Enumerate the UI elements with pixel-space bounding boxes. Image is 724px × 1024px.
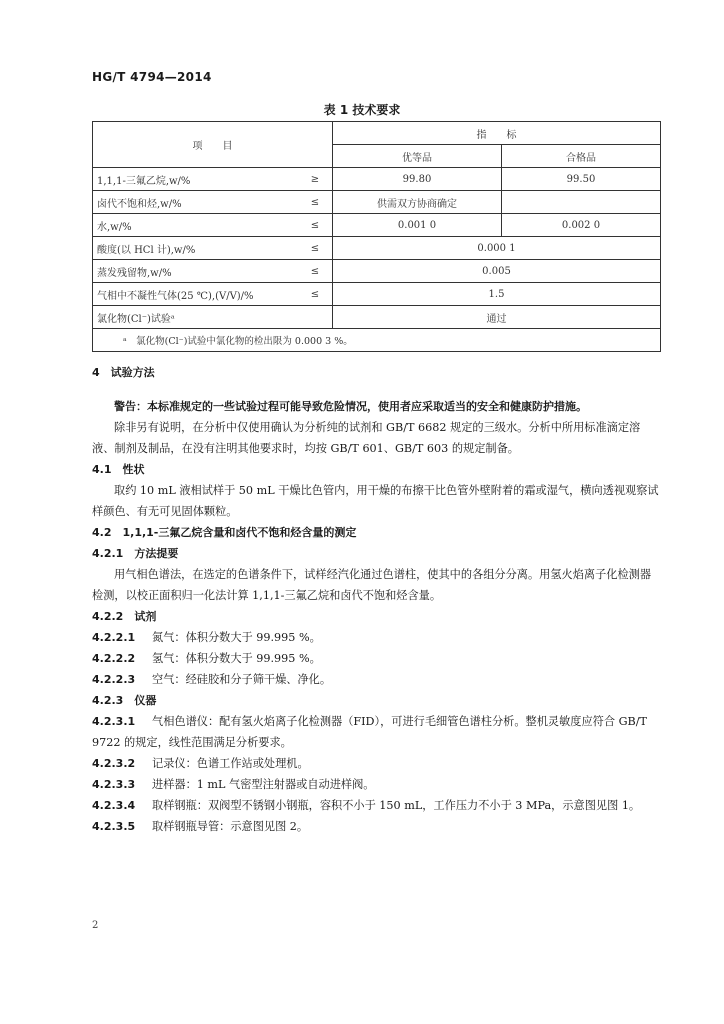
table-header-row xyxy=(93,122,661,145)
clause-number: 4.2.3.2 xyxy=(92,757,136,770)
section-4-body xyxy=(92,362,662,837)
row-name: 蒸发残留物,w/% xyxy=(93,260,299,283)
header-item: 项 目 xyxy=(93,122,333,168)
table-row xyxy=(93,260,661,283)
row-op: ≤ xyxy=(298,237,333,260)
clause-4-2-2-2 xyxy=(92,648,662,669)
section-4-2-1-heading: 4.2.1 方法提要 xyxy=(92,547,179,560)
table-footnote: ᵃ 氯化物(Cl⁻)试验中氯化物的检出限为 0.000 3 %。 xyxy=(93,329,661,352)
clause-text: 取样钢瓶导管：示意图见图 2。 xyxy=(152,820,309,833)
page-number: 2 xyxy=(92,920,99,931)
table-footnote-row xyxy=(93,329,661,352)
safety-warning: 警告：本标准规定的一些试验过程可能导致危险情况，使用者应采取适当的安全和健康防护措施。 xyxy=(114,400,587,413)
row-value: 0.000 1 xyxy=(333,237,661,260)
row-name: 1,1,1-三氟乙烷,w/% xyxy=(93,168,299,191)
row-qualified: 99.50 xyxy=(502,168,661,191)
row-premium: 供需双方协商确定 xyxy=(333,191,502,214)
section-4-2-3-heading: 4.2.3 仪器 xyxy=(92,694,157,707)
table-row xyxy=(93,283,661,306)
clause-4-2-2-3 xyxy=(92,669,662,690)
row-value: 0.005 xyxy=(333,260,661,283)
row-qualified xyxy=(502,191,661,214)
clause-number: 4.2.2.2 xyxy=(92,652,136,665)
clause-text: 空气：经硅胶和分子筛干燥、净化。 xyxy=(152,673,332,686)
clause-number: 4.2.2.3 xyxy=(92,673,136,686)
clause-text: 氢气：体积分数大于 99.995 %。 xyxy=(152,652,321,665)
row-name: 酸度(以 HCl 计),w/% xyxy=(93,237,299,260)
standard-code: HG/T 4794—2014 xyxy=(92,70,212,84)
clause-4-2-3-3 xyxy=(92,774,662,795)
intro-paragraph: 除非另有说明，在分析中仅使用确认为分析纯的试剂和 GB/T 6682 规定的三级水。分析中所用标准滴定溶液、制剂及制品，在没有注明其他要求时，均按 GB/T 601、GB/T 603 的规定制备。 xyxy=(92,421,641,455)
technical-requirements-table xyxy=(92,121,661,352)
clause-4-2-3-2 xyxy=(92,753,662,774)
clause-number: 4.2.3.3 xyxy=(92,778,136,791)
clause-4-2-3-1 xyxy=(92,711,662,753)
clause-4-2-3-4 xyxy=(92,795,662,816)
row-name: 卤代不饱和烃,w/% xyxy=(93,191,299,214)
row-premium: 0.001 0 xyxy=(333,214,502,237)
clause-text: 进样器：1 mL 气密型注射器或自动进样阀。 xyxy=(152,778,375,791)
row-op: ≤ xyxy=(298,283,333,306)
table-row xyxy=(93,191,661,214)
section-4-2-1-text: 用气相色谱法，在选定的色谱条件下，试样经汽化通过色谱柱，使其中的各组分分离。用氢火焰离子化检测器检测，以校正面积归一化法计算 1,1,1-三氟乙烷和卤代不饱和烃含量。 xyxy=(92,568,652,602)
row-op xyxy=(298,306,333,329)
row-name: 水,w/% xyxy=(93,214,299,237)
section-4-2-heading: 4.2 1,1,1-三氟乙烷含量和卤代不饱和烃含量的测定 xyxy=(92,526,357,539)
section-4-2-2-heading: 4.2.2 试剂 xyxy=(92,610,157,623)
row-op: ≤ xyxy=(298,260,333,283)
clause-number: 4.2.3.1 xyxy=(92,715,136,728)
header-premium: 优等品 xyxy=(333,145,502,168)
clause-number: 4.2.3.4 xyxy=(92,799,136,812)
row-op: ≥ xyxy=(298,168,333,191)
row-value: 通过 xyxy=(333,306,661,329)
clause-text: 气相色谱仪：配有氢火焰离子化检测器（FID），可进行毛细管色谱柱分析。整机灵敏度应符合 GB/T 9722 的规定，线性范围满足分析要求。 xyxy=(92,715,647,749)
clause-number: 4.2.2.1 xyxy=(92,631,136,644)
clause-4-2-3-5 xyxy=(92,816,662,837)
header-index: 指 标 xyxy=(333,122,661,145)
table-row xyxy=(93,168,661,191)
row-qualified: 0.002 0 xyxy=(502,214,661,237)
header-qualified: 合格品 xyxy=(502,145,661,168)
clause-text: 取样钢瓶：双阀型不锈钢小钢瓶，容积不小于 150 mL，工作压力不小于 3 MPa，示意图见图 1。 xyxy=(152,799,641,812)
row-name: 氯化物(Cl⁻)试验ᵃ xyxy=(93,306,299,329)
section-4-heading: 4 试验方法 xyxy=(92,366,155,379)
row-name: 气相中不凝性气体(25 ℃),(V/V)/% xyxy=(93,283,299,306)
row-op: ≤ xyxy=(298,214,333,237)
table-row xyxy=(93,237,661,260)
section-4-1-text: 取约 10 mL 液相试样于 50 mL 干燥比色管内，用干燥的布擦干比色管外壁附着的霜或湿气，横向透视观察试样颜色、有无可见固体颗粒。 xyxy=(92,484,659,518)
clause-text: 记录仪：色谱工作站或处理机。 xyxy=(152,757,309,770)
clause-text: 氮气：体积分数大于 99.995 %。 xyxy=(152,631,321,644)
row-op: ≤ xyxy=(298,191,333,214)
section-4-1-heading: 4.1 性状 xyxy=(92,463,145,476)
clause-number: 4.2.3.5 xyxy=(92,820,136,833)
row-value: 1.5 xyxy=(333,283,661,306)
table-title: 表 1 技术要求 xyxy=(323,103,401,117)
clause-4-2-2-1 xyxy=(92,627,662,648)
row-premium: 99.80 xyxy=(333,168,502,191)
table-row xyxy=(93,306,661,329)
table-row xyxy=(93,214,661,237)
